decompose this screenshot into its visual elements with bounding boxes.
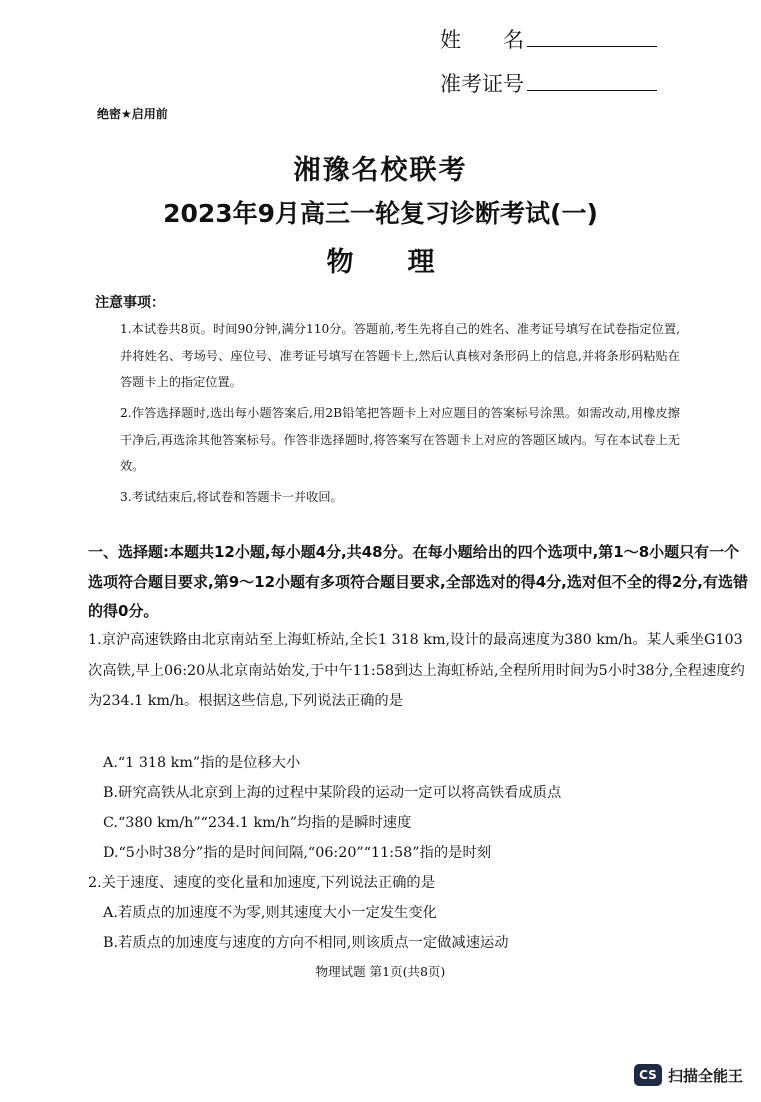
confidential-mark: 绝密★启用前 — [97, 107, 168, 121]
scanner-badge — [634, 1064, 743, 1086]
question-1-stem: 1.京沪高速铁路由北京南站至上海虹桥站,全长1 318 km,设计的最高速度为380 km/h。某人乘坐G103次高铁,早上06:20从北京南站始发,于中午11:58到达上海虹桥站,全程所用时间为5小时38分,全程速度约为234.1 km/h。根据这些信息,下列说法正确的是 — [88, 632, 745, 710]
question-1-option-a: A.“1 318 km”指的是位移大小 — [103, 755, 301, 771]
camscanner-logo-icon: CS — [634, 1064, 662, 1086]
name-label: 姓 名 — [440, 28, 524, 52]
question-1-option-d: D.“5小时38分”指的是时间间隔,“06:20”“11:58”指的是时刻 — [103, 845, 492, 861]
question-1-option-b: B.研究高铁从北京到上海的过程中某阶段的运动一定可以将高铁看成质点 — [103, 785, 562, 801]
question-2-stem: 2.关于速度、速度的变化量和加速度,下列说法正确的是 — [88, 875, 436, 891]
note-item-2: 2.作答选择题时,选出每小题答案后,用2B铅笔把答题卡上对应题目的答案标号涂黑。如需改动,用橡皮擦干净后,再选涂其他答案标号。作答非选择题时,将答案写在答题卡上对应的答题区域内。写在本试卷上无效。 — [120, 406, 680, 473]
name-blank — [527, 46, 657, 47]
exam-number-blank — [527, 90, 657, 91]
exam-title-line2: 2023年9月高三一轮复习诊断考试(一) — [163, 199, 598, 228]
exam-number-label: 准考证号 — [440, 72, 524, 96]
subject-title: 物 理 — [326, 247, 435, 278]
note-item-1: 1.本试卷共8页。时间90分钟,满分110分。答题前,考生先将自己的姓名、准考证号填写在试卷指定位置,并将姓名、考场号、座位号、准考证号填写在答题卡上,然后认真核对条形码上的信息,并将条形码粘贴在答题卡上的指定位置。 — [120, 322, 680, 389]
question-1-option-c: C.“380 km/h”“234.1 km/h”均指的是瞬时速度 — [103, 815, 412, 831]
exam-title-line1: 湘豫名校联考 — [293, 155, 468, 186]
notes-heading: 注意事项： — [95, 295, 165, 311]
question-2-option-b: B.若质点的加速度与速度的方向不相同,则该质点一定做减速运动 — [103, 935, 509, 951]
page-footer: 物理试题 第1页(共8页) — [315, 964, 446, 979]
question-2-option-a: A.若质点的加速度不为零,则其速度大小一定发生变化 — [103, 905, 437, 921]
section-heading-choice: 一、选择题:本题共12小题,每小题4分,共48分。在每小题给出的四个选项中,第1～8小题只有一个选项符合题目要求,第9～12小题有多项符合题目要求,全部选对的得4分,选对但不全的得2分,有选错的得0分。 — [88, 543, 748, 620]
note-item-3: 3.考试结束后,将试卷和答题卡一并收回。 — [120, 490, 343, 504]
scanner-app-name: 扫描全能王 — [668, 1066, 744, 1085]
